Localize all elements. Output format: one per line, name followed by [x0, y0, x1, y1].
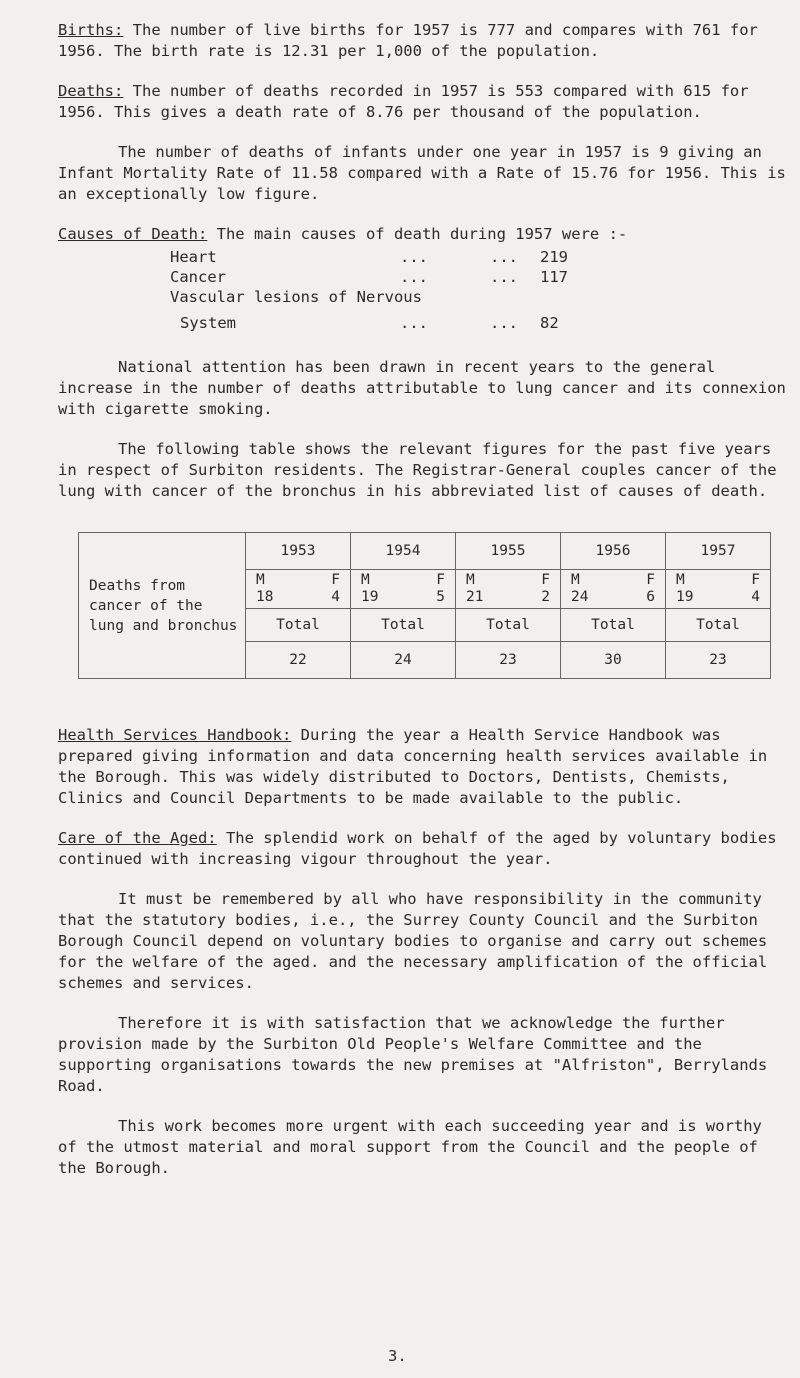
f-label: F	[331, 572, 340, 588]
year-cell: 1955	[456, 533, 561, 570]
cause-name: Heart	[170, 248, 217, 266]
document-page	[58, 20, 788, 1198]
m-value: 24	[571, 589, 589, 605]
cause-dots: ...	[490, 314, 518, 332]
m-value: 18	[256, 589, 274, 605]
m-label: M	[466, 572, 475, 588]
cause-row-vascular	[170, 287, 788, 307]
causes-list	[170, 247, 788, 333]
f-value: 6	[646, 589, 655, 605]
total-value: 23	[456, 642, 561, 679]
cause-name: Vascular lesions of Nervous	[170, 288, 422, 306]
year-cell: 1953	[246, 533, 351, 570]
mf-cell	[561, 570, 666, 609]
total-label: Total	[456, 609, 561, 642]
f-label: F	[751, 572, 760, 588]
page-number: 3.	[388, 1347, 407, 1365]
handbook-paragraph	[58, 725, 788, 809]
handbook-text: During the year a Health Service Handbook was prepared giving information and data concerning health services available in the Borough. This was widely distributed to Doctors, Dentists, Chemists, Clinics and Council Departments to be made available to the public.	[58, 726, 768, 807]
f-value: 4	[751, 589, 760, 605]
mf-cell	[666, 570, 771, 609]
total-label: Total	[561, 609, 666, 642]
deaths-paragraph	[58, 81, 788, 123]
cause-dots: ...	[490, 248, 518, 266]
following-paragraph: The following table shows the relevant figures for the past five years in respect of Surbiton residents. The Registrar-General couples cancer of the lung with cancer of the bronchus in his abbreviated list of causes of death.	[58, 440, 777, 500]
year-cell: 1954	[351, 533, 456, 570]
total-value: 24	[351, 642, 456, 679]
total-value: 30	[561, 642, 666, 679]
f-value: 5	[436, 589, 445, 605]
year-cell: 1956	[561, 533, 666, 570]
causes-heading: Causes of Death:	[58, 225, 208, 243]
total-label: Total	[351, 609, 456, 642]
cause-row-heart	[170, 247, 788, 267]
infant-paragraph: The number of deaths of infants under one year in 1957 is 9 giving an Infant Mortality Rate of 11.58 compared with a Rate of 15.76 for 1956. This is an exceptionally low figure.	[58, 143, 786, 203]
causes-paragraph	[58, 224, 788, 245]
cause-value: 117	[540, 268, 568, 286]
cause-dots: ...	[400, 314, 428, 332]
cause-dots: ...	[400, 268, 428, 286]
m-label: M	[361, 572, 370, 588]
births-text: The number of live births for 1957 is 777 and compares with 761 for 1956. The birth rate is 12.31 per 1,000 of the population.	[58, 21, 758, 60]
m-value: 19	[676, 589, 694, 605]
cause-value: 219	[540, 248, 568, 266]
f-label: F	[646, 572, 655, 588]
mf-cell	[246, 570, 351, 609]
causes-text: The main causes of death during 1957 were :-	[207, 225, 628, 243]
lung-cancer-table-wrap	[58, 532, 788, 679]
therefore-paragraph: Therefore it is with satisfaction that we acknowledge the further provision made by the Surbiton Old People's Welfare Committee and the supporting organisations towards the new premises at "Alfriston", Berrylands Road.	[58, 1014, 768, 1095]
f-value: 4	[331, 589, 340, 605]
national-paragraph: National attention has been drawn in recent years to the general increase in the number of deaths attributable to lung cancer and its connexion with cigarette smoking.	[58, 358, 786, 418]
cause-name: Cancer	[170, 268, 226, 286]
aged-text: The splendid work on behalf of the aged by voluntary bodies continued with increasing vigour throughout the year.	[58, 829, 777, 868]
births-paragraph	[58, 20, 788, 62]
cause-name: System	[180, 314, 236, 332]
table-row-label: Deaths from cancer of the lung and bronchus	[79, 533, 246, 679]
total-label: Total	[666, 609, 771, 642]
handbook-heading: Health Services Handbook:	[58, 726, 292, 744]
aged-paragraph	[58, 828, 788, 870]
remembered-paragraph: It must be remembered by all who have responsibility in the community that the statutory bodies, i.e., the Surrey County Council and the Surbiton Borough Council depend on voluntary bodies to organise and carry out schemes for the welfare of the aged. and the necessary amplification of the official schemes and services.	[58, 890, 768, 992]
f-label: F	[436, 572, 445, 588]
cause-dots: ...	[400, 248, 428, 266]
table-year-row	[79, 533, 771, 570]
cause-dots: ...	[490, 268, 518, 286]
urgent-paragraph: This work becomes more urgent with each succeeding year and is worthy of the utmost material and moral support from the Council and the people of the Borough.	[58, 1117, 762, 1177]
total-value: 22	[246, 642, 351, 679]
year-cell: 1957	[666, 533, 771, 570]
m-label: M	[676, 572, 685, 588]
cause-value: 82	[540, 314, 559, 332]
deaths-heading: Deaths:	[58, 82, 124, 100]
births-heading: Births:	[58, 21, 124, 39]
aged-heading: Care of the Aged:	[58, 829, 217, 847]
m-value: 19	[361, 589, 379, 605]
cause-row-cancer	[170, 267, 788, 287]
mf-cell	[456, 570, 561, 609]
deaths-text: The number of deaths recorded in 1957 is 553 compared with 615 for 1956. This gives a death rate of 8.76 per thousand of the population.	[58, 82, 749, 121]
f-label: F	[541, 572, 550, 588]
mf-cell	[351, 570, 456, 609]
total-value: 23	[666, 642, 771, 679]
lung-cancer-table	[78, 532, 771, 679]
m-label: M	[571, 572, 580, 588]
f-value: 2	[541, 589, 550, 605]
cause-row-system	[170, 313, 788, 333]
m-label: M	[256, 572, 265, 588]
total-label: Total	[246, 609, 351, 642]
m-value: 21	[466, 589, 484, 605]
